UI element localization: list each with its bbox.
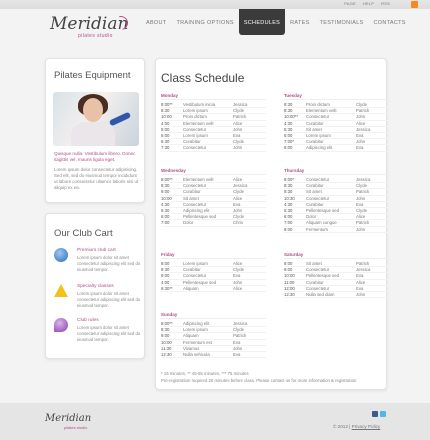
schedule-title: Class Schedule xyxy=(161,71,245,85)
copyright: © 2012 | Privacy Policy xyxy=(333,424,381,429)
class-time: 11:00 xyxy=(284,279,295,285)
class-name: Pellentesque sed xyxy=(306,208,339,214)
help-icon xyxy=(54,248,68,262)
class-name: Sit amet xyxy=(306,261,322,267)
equipment-panel xyxy=(45,58,145,203)
class-time: 4:00 xyxy=(161,120,170,126)
social-links xyxy=(372,411,386,417)
twitter-icon[interactable] xyxy=(380,411,386,417)
class-time: 10:30 xyxy=(284,195,295,201)
instructor-name: Eva xyxy=(233,133,241,139)
class-name: Sit amet xyxy=(306,189,322,195)
day-heading: Sunday xyxy=(161,312,266,319)
logo-main: Meridian xyxy=(50,14,129,34)
schedule-day xyxy=(161,93,266,152)
cart-item[interactable] xyxy=(54,318,140,348)
class-name: Aliquam xyxy=(183,333,199,339)
schedule-day xyxy=(284,168,389,233)
day-heading: Wednesday xyxy=(161,168,266,175)
instructor-name: Clyde xyxy=(233,139,244,145)
schedule-note: Pre-registration required 20 minutes before class. Please contact us for more information & registration xyxy=(161,378,357,383)
class-name: Consectetur xyxy=(183,145,207,151)
schedule-row xyxy=(284,227,389,233)
class-time: 4:30 xyxy=(284,120,293,126)
cart-item-desc: Lorem ipsum dolor sit amet consectetur adipiscing elit sed do eiusmod tempor. xyxy=(77,291,141,308)
class-time: 6:00 xyxy=(161,133,170,139)
class-name: Consectetur xyxy=(306,114,330,120)
class-time: 4:30 xyxy=(284,201,293,207)
instructor-name: Patrick xyxy=(356,220,370,226)
class-time: 12:30 xyxy=(161,352,172,358)
page-footer xyxy=(0,403,430,440)
class-name: Consectetur xyxy=(306,285,330,291)
chat-icon xyxy=(54,318,68,332)
instructor-name: Jessica xyxy=(356,177,371,183)
cart-item-desc: Lorem ipsum dolor sit amet consectetur adipiscing elit sed do eiusmod tempor. xyxy=(77,255,141,272)
class-time: 5:30 xyxy=(161,208,170,214)
class-time: 8:30 xyxy=(284,183,293,189)
day-heading: Monday xyxy=(161,93,266,100)
instructor-name: Jessica xyxy=(233,183,248,189)
class-name: Lorem ipsum xyxy=(183,133,208,139)
class-name: Consectetur xyxy=(306,195,330,201)
class-time: 6:00 xyxy=(284,133,293,139)
instructor-name: Alice xyxy=(233,261,243,267)
schedule-row xyxy=(284,145,389,151)
class-time: 8:00** xyxy=(161,321,173,327)
instructor-name: Patrick xyxy=(356,261,370,267)
class-name: Lorem ipsum xyxy=(183,261,208,267)
class-time: 5:30 xyxy=(284,126,293,132)
class-name: Pellentesque sed xyxy=(306,273,339,279)
nav-rates[interactable]: RATES xyxy=(290,20,310,26)
day-heading: Saturday xyxy=(284,252,389,259)
class-time: 10:00 xyxy=(161,114,172,120)
top-link[interactable]: HELP xyxy=(362,1,375,6)
site-logo[interactable] xyxy=(50,14,130,42)
class-time: 8:00** xyxy=(161,177,173,183)
instructor-name: Alice xyxy=(356,279,366,285)
instructor-name: Eva xyxy=(233,273,241,279)
logo-sub: pilates studio xyxy=(78,33,113,39)
class-time: 12:30 xyxy=(284,292,295,298)
nav-contacts[interactable]: CONTACTS xyxy=(373,20,406,26)
class-time: 6:30 xyxy=(161,139,170,145)
class-time: 8:30 xyxy=(161,108,170,114)
class-time: 7:00 xyxy=(284,220,293,226)
instructor-name: Clyde xyxy=(233,327,244,333)
top-links xyxy=(344,1,390,6)
class-name: Consectetur xyxy=(183,183,207,189)
schedule-row xyxy=(161,286,266,292)
day-heading: Thursday xyxy=(284,168,389,175)
class-time: 10:00 xyxy=(161,195,172,201)
club-cart-panel xyxy=(45,213,145,359)
class-time: 8:30 xyxy=(161,327,170,333)
instructor-name: Clyde xyxy=(233,214,244,220)
instructor-name: Clyde xyxy=(356,102,367,108)
schedule-day xyxy=(161,312,266,358)
class-name: Vestibulum inicia xyxy=(183,102,216,108)
class-name: Curabitur xyxy=(183,189,201,195)
class-name: Curabitur xyxy=(306,183,324,189)
class-name: Fermentum xyxy=(306,226,328,232)
cart-item-title[interactable]: Club rules xyxy=(77,318,99,323)
class-time: 4:00 xyxy=(161,279,170,285)
instructor-name: Clyde xyxy=(356,183,367,189)
class-name: Curabitur xyxy=(306,279,324,285)
instructor-name: Eva xyxy=(356,201,364,207)
club-cart-title: Our Club Cart xyxy=(54,228,113,239)
schedule-row xyxy=(161,220,266,226)
class-name: Adipiscing elit xyxy=(183,208,210,214)
instructor-name: Jessica xyxy=(233,102,248,108)
class-name: Consectetur xyxy=(306,267,330,273)
class-time: 8:30 xyxy=(161,183,170,189)
class-time: 8:00 xyxy=(284,145,293,151)
instructor-name: Alice xyxy=(233,285,243,291)
class-name: Elementum velit xyxy=(306,108,337,114)
class-time: 10:00** xyxy=(284,114,299,120)
class-name: Proin dictum xyxy=(183,114,207,120)
class-name: Curabitur xyxy=(183,139,201,145)
nav-about[interactable]: ABOUT xyxy=(146,20,167,26)
main-nav xyxy=(141,11,411,35)
class-time: 9:00 xyxy=(161,273,170,279)
schedule-day xyxy=(161,252,266,292)
schedule-row xyxy=(284,292,389,298)
instructor-name: Alice xyxy=(233,195,243,201)
schedule-day xyxy=(284,93,389,152)
class-name: Fermentum est xyxy=(183,339,212,345)
class-name: Adipiscing elit xyxy=(306,145,333,151)
cart-item[interactable] xyxy=(54,248,140,278)
class-time: 5:00 xyxy=(161,126,170,132)
instructor-name: John xyxy=(356,226,366,232)
top-link[interactable]: RSS xyxy=(381,1,390,6)
facebook-icon[interactable] xyxy=(372,411,378,417)
class-name: Lorem ipsum xyxy=(306,133,331,139)
class-name: Sit amet xyxy=(183,195,199,201)
instructor-name: John xyxy=(356,195,366,201)
instructor-name: Eva xyxy=(356,133,364,139)
class-time: 5:30 xyxy=(284,208,293,214)
day-heading: Tuesday xyxy=(284,93,389,100)
instructor-name: Eva xyxy=(233,201,241,207)
warning-icon xyxy=(54,284,68,297)
class-time: 11:30 xyxy=(161,345,172,351)
class-time: 8:00** xyxy=(161,102,173,108)
instructor-name: Alice xyxy=(356,120,366,126)
instructor-name: Patrick xyxy=(356,189,370,195)
instructor-name: John xyxy=(233,126,243,132)
equipment-link[interactable]: Quisque nulla. Vestibulum libero. Donec sagittis vel, mauris ligula eget. xyxy=(54,151,136,162)
class-name: Curabitur xyxy=(183,267,201,273)
cart-item-title[interactable]: Specialty classes xyxy=(77,284,114,289)
class-name: Curabitur xyxy=(306,120,324,126)
instructor-name: Patrick xyxy=(356,108,370,114)
class-name: Sit amet xyxy=(306,126,322,132)
nav-schedules[interactable]: SCHEDULES xyxy=(239,9,285,35)
privacy-policy-link[interactable]: Privacy Policy xyxy=(351,424,381,429)
instructor-name: Clyde xyxy=(356,208,367,214)
class-time: 7:00 xyxy=(161,220,170,226)
instructor-name: Clyde xyxy=(233,267,244,273)
class-name: Curabitur xyxy=(306,201,324,207)
class-name: Elementum velit xyxy=(183,120,214,126)
instructor-name: Eva xyxy=(233,352,241,358)
class-name: Lorem ipsum xyxy=(183,327,208,333)
class-time: 9:00 xyxy=(284,267,293,273)
instructor-name: John xyxy=(356,114,366,120)
instructor-name: Alice xyxy=(233,177,243,183)
class-time: 9:30 xyxy=(284,189,293,195)
schedule-row xyxy=(161,145,266,151)
class-time: 6:00 xyxy=(284,214,293,220)
class-time: 8:00 xyxy=(284,226,293,232)
instructor-name: Clyde xyxy=(233,108,244,114)
equipment-photo xyxy=(53,92,139,146)
class-time: 4:30 xyxy=(161,201,170,207)
instructor-name: Patrick xyxy=(233,333,247,339)
instructor-name: Alice xyxy=(356,214,366,220)
class-name: Nulla vehicula xyxy=(183,352,210,358)
class-time: 8:30 xyxy=(161,267,170,273)
schedule-day xyxy=(284,252,389,298)
class-name: Pellentesque sed xyxy=(183,214,216,220)
instructor-name: John xyxy=(233,345,243,351)
class-time: 8:00* xyxy=(284,177,295,183)
cart-item[interactable] xyxy=(54,284,140,314)
schedule-day xyxy=(161,168,266,227)
nav-testimonials[interactable]: TESTIMONIALS xyxy=(319,20,364,26)
class-name: Elementum velit xyxy=(183,177,214,183)
class-name: Vivamus xyxy=(183,345,200,351)
class-name: Consectetur xyxy=(183,126,207,132)
schedule-row xyxy=(161,352,266,358)
class-name: Adipiscing elit xyxy=(183,321,210,327)
instructor-name: Chris xyxy=(233,220,244,226)
instructor-name: Jessica xyxy=(356,126,371,132)
class-name: Curabitur xyxy=(306,139,324,145)
class-time: 10:00 xyxy=(284,273,295,279)
schedule-footnote: * 15 minutes, ** 45-55 minutes, *** 75 minutes xyxy=(161,371,249,376)
instructor-name: Eva xyxy=(356,273,364,279)
class-name: Dolor xyxy=(183,220,194,226)
class-time: 8:30 xyxy=(284,102,293,108)
cart-item-desc: Lorem ipsum dolor sit amet consectetur adipiscing elit sed do eiusmod tempor. xyxy=(77,325,141,342)
class-time: 8:00 xyxy=(161,261,170,267)
class-time: 12:00 xyxy=(284,285,295,291)
class-time: 9:00 xyxy=(161,189,170,195)
day-heading: Friday xyxy=(161,252,266,259)
class-name: Consectetur xyxy=(183,273,207,279)
instructor-name: John xyxy=(356,292,366,298)
class-time: 8:30 xyxy=(284,108,293,114)
instructor-name: Eva xyxy=(233,339,241,345)
class-name: Aliquam xyxy=(183,285,199,291)
instructor-name: Alice xyxy=(233,120,243,126)
class-name: Nulla sed diam xyxy=(306,292,335,298)
footer-logo[interactable]: Meridian xyxy=(45,413,92,424)
equipment-title: Pilates Equipment xyxy=(54,70,131,81)
footer-logo-sub: pilates studio xyxy=(64,425,88,430)
instructor-name: Eva xyxy=(356,285,364,291)
class-time: 6:30** xyxy=(161,285,173,291)
instructor-name: Eva xyxy=(356,145,364,151)
class-name: Lorem ipsum xyxy=(183,108,208,114)
class-time: 6:00 xyxy=(161,214,170,220)
instructor-name: John xyxy=(356,139,366,145)
class-name: Aliquam congue xyxy=(306,220,337,226)
class-time: 7:30 xyxy=(161,145,170,151)
class-time: 10:00 xyxy=(161,339,172,345)
class-name: Consectetur xyxy=(183,201,207,207)
instructor-name: Patrick xyxy=(233,114,247,120)
class-time: 7:00* xyxy=(284,139,295,145)
instructor-name: Jessica xyxy=(356,267,371,273)
rss-icon[interactable] xyxy=(411,1,418,8)
equipment-text: Lorem ipsum dolor consectetur adipisicing. Sed elit, sed do eiusmod tempor incididunt ut labore consectetur ullamco laboris nisi ut aliquip ex ea. xyxy=(54,167,139,190)
copyright-text: © 2012 xyxy=(333,424,348,429)
top-link[interactable]: PAGE xyxy=(344,1,356,6)
class-name: Pellentesque sed xyxy=(183,279,216,285)
class-name: Proin dictum xyxy=(306,102,330,108)
instructor-name: John xyxy=(233,279,243,285)
nav-training-options[interactable]: TRAINING OPTIONS xyxy=(176,20,234,26)
instructor-name: John xyxy=(233,208,243,214)
class-name: Consectetur xyxy=(306,177,330,183)
schedule-panel xyxy=(155,58,387,390)
cart-item-title[interactable]: Premium club cart xyxy=(77,248,116,253)
instructor-name: John xyxy=(233,145,243,151)
instructor-name: Jessica xyxy=(233,321,248,327)
class-time: 9:00 xyxy=(161,333,170,339)
class-name: Dolor xyxy=(306,214,317,220)
instructor-name: Clyde xyxy=(233,189,244,195)
class-time: 8:00 xyxy=(284,261,293,267)
